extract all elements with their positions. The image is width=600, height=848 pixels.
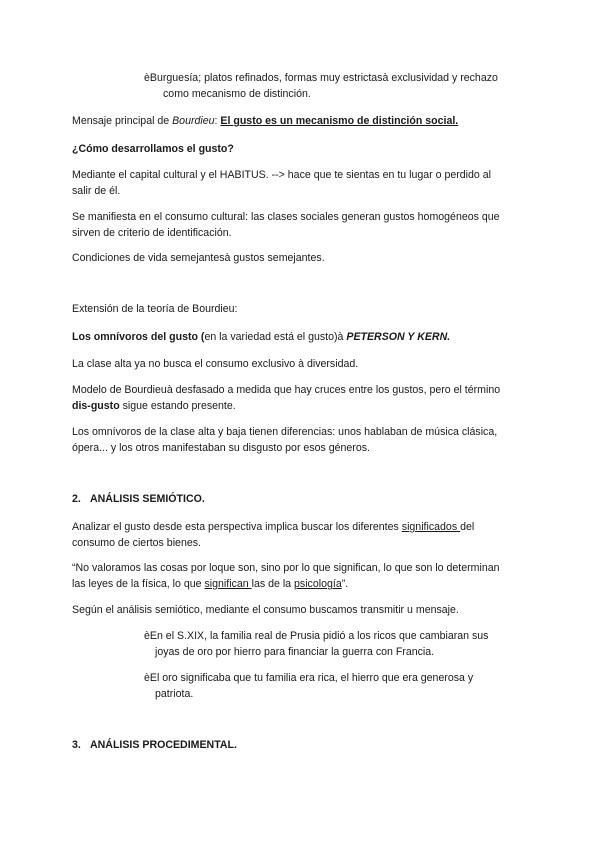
- modelo-line1: Modelo de Bourdieuà desfasado a medida que hay cruces entre los gustos, pero el término: [72, 384, 501, 396]
- section-title: ANÁLISIS SEMIÓTICO.: [90, 493, 205, 505]
- paragraph-extension: Extensión de la teoría de Bourdieu:: [72, 303, 238, 315]
- bullet-text-line1: El oro significaba que tu familia era rica, el hierro que era generosa y: [149, 672, 474, 684]
- paragraph-capital: [72, 167, 532, 199]
- bullet-text-line2: como mecanismo de distinción.: [163, 88, 311, 100]
- paragraph-clase-alta: La clase alta ya no busca el consumo exclusivo à diversidad.: [72, 358, 359, 370]
- paragraph-analizar: [72, 519, 532, 551]
- omnivoros-normal: en la variedad está el gusto)à: [204, 331, 347, 343]
- bullet-burguesia: [144, 70, 564, 102]
- omnivoros-clase-line1: Los omnívoros de la clase alta y baja tienen diferencias: unos hablaban de música clásica,: [72, 426, 498, 438]
- analizar-line2: consumo de ciertos bienes.: [72, 537, 201, 549]
- question-gusto: ¿Cómo desarrollamos el gusto?: [72, 143, 234, 155]
- bullet-marker: è: [144, 72, 150, 84]
- section-heading-semiotico: [72, 491, 532, 507]
- mensaje-statement: El gusto es un mecanismo de distinción social.: [220, 115, 459, 127]
- analizar-text: Analizar el gusto desde esta perspectiva implica buscar los diferentes: [72, 521, 402, 533]
- omnivoros-clase-line2: ópera... y los otros manifestaban su disgusto por esos géneros.: [72, 442, 370, 454]
- modelo-rest: sigue estando presente.: [119, 400, 236, 412]
- consumo-line1: Se manifiesta en el consumo cultural: las clases sociales generan gustos homogéneos que: [72, 211, 500, 223]
- consumo-line2: sirven de criterio de identificación.: [72, 227, 232, 239]
- quote-text-b: las de la: [251, 578, 295, 590]
- paragraph-omnivoros: [72, 329, 532, 345]
- bullet-text-line1: Burguesía; platos refinados, formas muy estrictasà exclusividad y rechazo: [149, 72, 498, 84]
- section-number: 3.: [72, 739, 81, 751]
- paragraph-consumo: [72, 209, 532, 241]
- paragraph-omnivoros-clase: [72, 424, 532, 456]
- capital-line2: salir de él.: [72, 185, 121, 197]
- bullet-marker: è: [144, 672, 150, 684]
- quote-line1: “No valoramos las cosas por loque son, sino por lo que significan, lo que son lo determinan: [72, 562, 500, 574]
- quote-text-c: ”.: [341, 578, 349, 590]
- quote-underlined-psicologia: psicología: [294, 578, 342, 590]
- bullet-text-line2: joyas de oro por hierro para financiar la guerra con Francia.: [155, 646, 435, 658]
- capital-line1: Mediante el capital cultural y el HABITUS. --> hace que te sientas en tu lugar o perdido al: [72, 169, 491, 181]
- mensaje-colon: :: [214, 115, 221, 127]
- modelo-term: dis-gusto: [72, 400, 120, 412]
- paragraph-quote: [72, 560, 532, 592]
- paragraph-modelo: [72, 382, 532, 414]
- bullet-text-line2: patriota.: [155, 688, 194, 700]
- bullet-oro: [144, 670, 564, 702]
- omnivoros-bold: Los omnívoros del gusto (: [72, 331, 205, 343]
- analizar-underlined: significados: [401, 521, 461, 533]
- bullet-text-line1: En el S.XIX, la familia real de Prusia pidió a los ricos que cambiaran sus: [149, 630, 489, 642]
- quote-underlined-significan: significan: [204, 578, 252, 590]
- paragraph-mensaje: [72, 113, 532, 129]
- paragraph-segun: Según el análisis semiótico, mediante el consumo buscamos transmitir u mensaje.: [72, 604, 459, 616]
- mensaje-author: Bourdieu: [172, 115, 215, 127]
- omnivoros-authors: PETERSON Y KERN.: [346, 331, 451, 343]
- bullet-marker: è: [144, 630, 150, 642]
- section-title: ANÁLISIS PROCEDIMENTAL.: [90, 739, 237, 751]
- bullet-prusia: [144, 628, 564, 660]
- paragraph-condiciones: Condiciones de vida semejantesà gustos semejantes.: [72, 252, 325, 264]
- quote-text-a: las leyes de la física, lo que: [72, 578, 205, 590]
- mensaje-lead: Mensaje principal de: [72, 115, 173, 127]
- analizar-text-end: del: [460, 521, 475, 533]
- section-heading-procedimental: [72, 737, 532, 753]
- section-number: 2.: [72, 493, 81, 505]
